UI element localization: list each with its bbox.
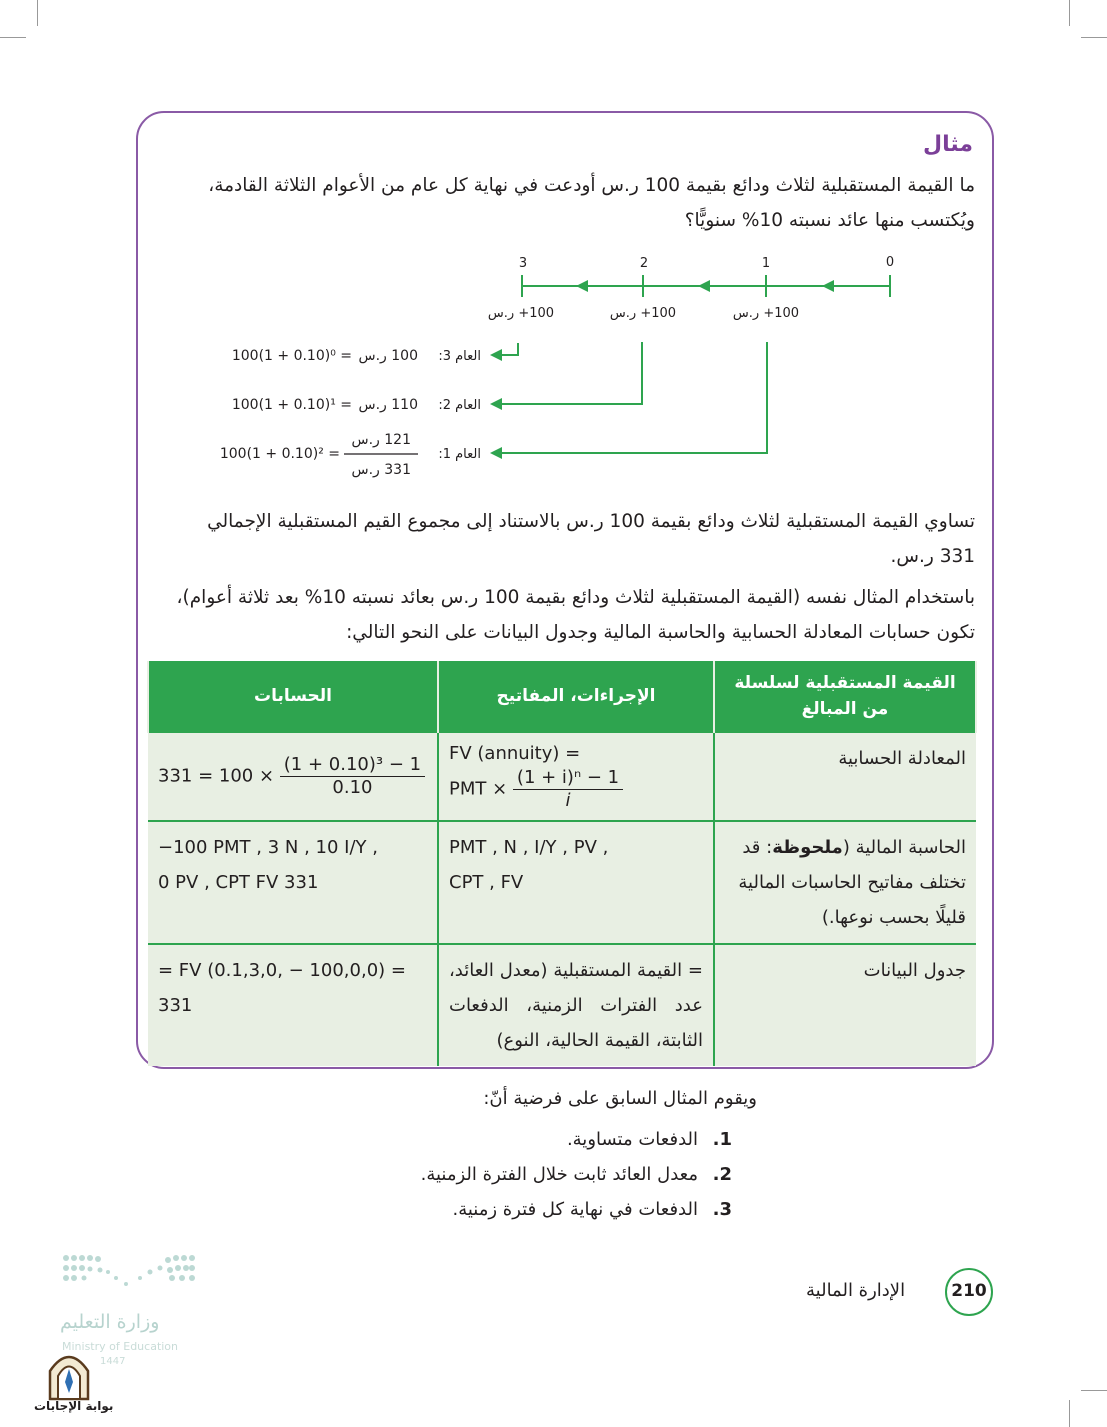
compound-path-year1 xyxy=(498,342,767,453)
row-value-year2: 110 ر.س xyxy=(358,397,418,413)
table-header-row xyxy=(148,661,976,732)
header-future-value: القيمة المستقبلية لسلسلة من المبالغ xyxy=(714,661,976,732)
annuity-fraction: $\frac{\text{(1 + i)ⁿ − 1}}{i}$ xyxy=(513,767,623,812)
crop-mark xyxy=(1081,1390,1107,1391)
row-formula-year3: 100(1 + 0.10)⁰ = xyxy=(231,348,352,364)
row-label-spreadsheet: جدول البيانات xyxy=(714,944,976,1066)
gate-emblem-icon xyxy=(46,1349,92,1401)
page-number: 210 xyxy=(945,1268,993,1316)
result-line-2: 331 ر.س. xyxy=(890,546,975,567)
watermark-label: بوابة الإجابات xyxy=(34,1399,114,1413)
header-calculations: الحسابات xyxy=(148,661,438,732)
deposit-label-1: 100+ ر.س xyxy=(732,306,800,321)
list-item: 3.الدفعات في نهاية كل فترة زمنية. xyxy=(452,1199,732,1220)
table-row xyxy=(148,732,976,821)
result-line-1: تساوي القيمة المستقبلية لثلاث ودائع بقيمة 100 ر.س بالاستناد إلى مجموع القيم المستقبلية الإجمالي xyxy=(207,511,975,532)
tick-label-1: 1 xyxy=(761,256,771,271)
list-item: 1.الدفعات متساوية. xyxy=(566,1129,732,1150)
row-label-year3: العام 3: xyxy=(438,349,481,364)
timeline-total: 331 ر.س xyxy=(351,462,411,478)
intro-line-1: باستخدام المثال نفسه (القيمة المستقبلية لثلاث ودائع بقيمة 100 ر.س بعائد نسبته 10% بعد ثلاثة أعوام)، xyxy=(176,587,975,608)
row-value-year1: 121 ر.س xyxy=(351,432,411,448)
ministry-year: 1447 xyxy=(100,1356,126,1367)
assumptions-list xyxy=(421,1122,732,1227)
timeline-arrowhead xyxy=(822,280,834,292)
ministry-name-arabic: وزارة التعليم xyxy=(60,1311,160,1333)
row-label-calculator: الحاسبة المالية (ملحوظة: قد تختلف مفاتيح الحاسبات المالية قليلًا بحسب نوعها.) xyxy=(714,821,976,944)
arrowhead-year3 xyxy=(490,349,502,361)
ministry-name-english: Ministry of Education xyxy=(62,1340,179,1353)
arrowhead-year1 xyxy=(490,447,502,459)
question-line-1: ما القيمة المستقبلية لثلاث ودائع بقيمة 100 ر.س أودعت في نهاية كل عام من الأعوام الثلاثة القادمة، xyxy=(208,175,975,196)
compound-path-year2 xyxy=(498,342,642,404)
timeline-arrowhead xyxy=(576,280,588,292)
timeline-diagram xyxy=(0,0,1107,500)
calculator-keys: PMT , N , I/Y , PV , CPT , FV xyxy=(438,821,714,944)
formula-procedure: FV (annuity) = PMT × $\frac{\text{(1 + i)ⁿ − 1}}{i}$ xyxy=(438,732,714,821)
row-formula-year1: 100(1 + 0.10)² = xyxy=(219,446,340,462)
question-line-2: ويُكتسب منها عائد نسبته 10% سنويًّا؟ xyxy=(684,210,975,231)
row-formula-year2: 100(1 + 0.10)¹ = xyxy=(231,397,352,413)
calculation-table xyxy=(147,661,977,1066)
arrowhead-year2 xyxy=(490,398,502,410)
book-title: الإدارة المالية xyxy=(806,1280,906,1301)
table-row xyxy=(148,944,976,1066)
ministry-logo-icon xyxy=(60,1252,200,1292)
table-row xyxy=(148,821,976,944)
deposit-label-3: 100+ ر.س xyxy=(487,306,555,321)
crop-mark xyxy=(1069,1400,1070,1427)
tick-label-2: 2 xyxy=(639,256,649,271)
deposit-label-2: 100+ ر.س xyxy=(609,306,677,321)
tick-label-0: 0 xyxy=(885,255,895,270)
row-label-formula: المعادلة الحسابية xyxy=(714,732,976,821)
list-item: 2.معدل العائد ثابت خلال الفترة الزمنية. xyxy=(420,1164,732,1185)
intro-text xyxy=(177,580,975,650)
row-label-year1: العام 1: xyxy=(438,447,481,462)
spreadsheet-procedure: = القيمة المستقبلية (معدل العائد، عدد الفترات الزمنية، الدفعات الثابتة، القيمة الحالية، النوع) xyxy=(438,944,714,1066)
formula-calculation: 331 = 100 × $\frac{\text{(1 + 0.10)³ − 1}}{0.10}$ xyxy=(148,732,438,821)
example-title: مثال xyxy=(923,132,973,157)
row-value-year3: 100 ر.س xyxy=(358,348,418,364)
intro-line-2: تكون حسابات المعادلة الحسابية والحاسبة المالية وجدول البيانات على النحو التالي: xyxy=(346,622,975,643)
spreadsheet-formula: = FV (0.1,3,0, − 100,0,0) = 331 xyxy=(148,944,438,1066)
assumptions-intro: ويقوم المثال السابق على فرضية أنّ: xyxy=(483,1088,757,1109)
timeline-arrowhead xyxy=(698,280,710,292)
calculation-fraction: $\frac{\text{(1 + 0.10)³ − 1}}{0.10}$ xyxy=(280,754,425,799)
row-label-year2: العام 2: xyxy=(438,398,481,413)
result-text xyxy=(207,504,975,574)
tick-label-3: 3 xyxy=(518,256,528,271)
calculator-entries: −100 PMT , 3 N , 10 I/Y , 0 PV , CPT FV 331 xyxy=(148,821,438,944)
header-procedures: الإجراءات، المفاتيح xyxy=(438,661,714,732)
